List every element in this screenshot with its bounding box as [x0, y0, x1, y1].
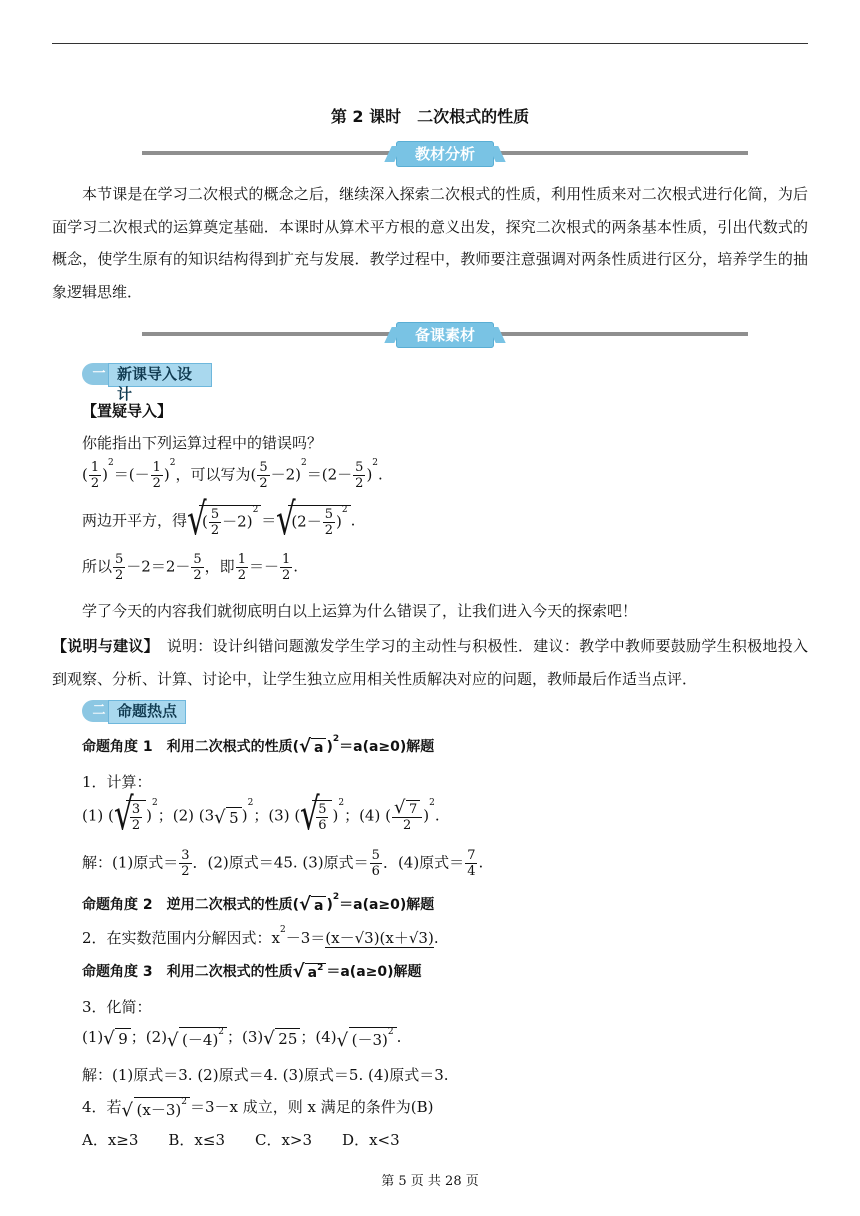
question-4: 4．若√ $(x-3)^2 =3-x$ 成立，则 x 满足的条件为(B)	[82, 1096, 434, 1120]
angle-1-tail: ＝a(a≥0)解题	[339, 739, 435, 755]
question-3: 3．化简：	[82, 998, 152, 1016]
angle-3-heading: 命题角度 3 利用二次根式的性质√ $a^2 =a(a\ge 0)$解题	[82, 961, 422, 981]
math-line-2: 两边开平方，得√ ( $\frac{5}{2}$ －2)$^2$＝√ (2－ $\frac{5}{2}$ )$^2$.	[82, 505, 355, 538]
angle-3-text: 命题角度 3 利用二次根式的性质	[82, 964, 293, 980]
question-4-tail: ＝3－x 成立，则 x 满足的条件为(B)	[190, 1098, 434, 1116]
math-line-1: ( $\frac{1}{2}$ )$^2$＝(－ $\frac{1}{2}$ )$^2$，可以写为( $\frac{5}{2}$ －2)$^2$＝(2－ $\frac{5}{2}$ )$^2$.	[82, 458, 383, 491]
math-line-3: 所以 $\frac{5}{2}$ －2＝2－ $\frac{5}{2}$ ，即 $\frac{1}{2}$ ＝－ $\frac{1}{2}$ .	[82, 552, 299, 583]
section-heading-intro	[82, 363, 212, 403]
question-1: 1．计算：	[82, 773, 152, 791]
angle-1-paren: )	[326, 739, 333, 755]
angle-1-text: 命题角度 1 利用二次根式的性质(	[82, 739, 300, 755]
banner-label: 教材分析	[396, 141, 494, 167]
page-footer: 第 5 页 共 28 页	[381, 1174, 479, 1189]
angle-3-tail: ＝a(a≥0)解题	[326, 964, 422, 980]
math-line-3-mid: ，即	[204, 557, 235, 576]
question-2-mid: －3＝	[285, 929, 326, 947]
intro-label: 【置疑导入】	[82, 402, 173, 420]
solution-3: 解：(1)原式＝3. (2)原式＝4. (3)原式＝5. (4)原式＝3.	[82, 1066, 449, 1084]
header-rule	[52, 43, 808, 44]
note-paragraph	[52, 630, 808, 695]
question-3-items: (1)√ 9 ；(2)√ $(-4)^2$ ；(3)√ 25 ；(4)√ $(-3)^2$ .	[82, 1026, 401, 1050]
math-line-3-text: 所以	[82, 557, 113, 576]
angle-1-heading: 命题角度 1 利用二次根式的性质(√ a )$^2$＝a(a≥0)解题	[82, 736, 434, 756]
section-number-badge: 二	[82, 700, 116, 722]
question-1-items: (1) ( √ $\frac{3}{2}$ )$^2$；(2) (3√ 5 )$^2$；(3) ( √ $\frac{5}{6}$ )$^2$；(4) ( √ $\frac{7}{2}$ )$^2$.	[82, 800, 440, 833]
question-2-answer: (x－√3)(x＋√3)	[325, 929, 434, 947]
angle-2-heading: 命题角度 2 逆用二次根式的性质(√ a )$^2$＝a(a≥0)解题	[82, 894, 434, 914]
angle-2-tail: ＝a(a≥0)解题	[339, 897, 435, 913]
question-4-text: 4．若	[82, 1098, 122, 1116]
section-heading-text: 新课导入设计	[108, 363, 212, 387]
intro-conclusion: 学了今天的内容我们就彻底明白以上运算为什么错误了，让我们进入今天的探索吧！	[82, 602, 638, 620]
math-line-2-text: 两边开平方，得	[82, 511, 188, 530]
angle-2-text: 命题角度 2 逆用二次根式的性质(	[82, 897, 300, 913]
section-heading-text: 命题热点	[108, 700, 186, 724]
solution-1: 解：(1)原式＝ $\frac{3}{2}$ ．(2)原式＝45. (3)原式＝ $\frac{5}{6}$ ．(4)原式＝ $\frac{7}{4}$ .	[82, 848, 484, 879]
solution-1-b: ．(2)原式＝45. (3)原式＝	[192, 853, 369, 872]
question-2: 2．在实数范围内分解因式：$x^2-3=(x-√3)(x+√3)$.	[82, 925, 439, 947]
section-banner-analysis	[142, 141, 748, 167]
note-text: 说明：设计纠错问题激发学生学习的主动性与积极性．建议：教学中教师要鼓励学生积极地投入到观察、分析、计算、讨论中，让学生独立应用相关性质解决对应的问题，教师最后作适当点评．	[52, 637, 808, 688]
solution-1-a: 解：(1)原式＝	[82, 853, 179, 872]
note-label: 【说明与建议】	[52, 637, 152, 655]
intro-question: 你能指出下列运算过程中的错误吗？	[82, 434, 323, 452]
banner-label: 备课素材	[396, 322, 494, 348]
solution-1-c: ．(4)原式＝	[382, 853, 465, 872]
analysis-paragraph: 本节课是在学习二次根式的概念之后，继续深入探索二次根式的性质，利用性质来对二次根式进行化简，为后面学习二次根式的运算奠定基础．本课时从算术平方根的意义出发，探究二次根式的两条基本性质，引出代数式的概念，使学生原有的知识结构得到扩充与发展．教学过程中，教师要注意强调对两条性质进行区分，培养学生的抽象逻辑思维．	[52, 185, 808, 302]
section-number-badge: 一	[82, 363, 116, 385]
page-title: 第 2 课时 二次根式的性质	[330, 107, 530, 126]
section-banner-materials	[142, 322, 748, 348]
question-4-options: A．x≥3 B．x≤3 C．x>3 D．x<3	[82, 1131, 400, 1149]
section-heading-topics	[82, 700, 212, 722]
question-2-text: 2．在实数范围内分解因式：x	[82, 929, 281, 947]
